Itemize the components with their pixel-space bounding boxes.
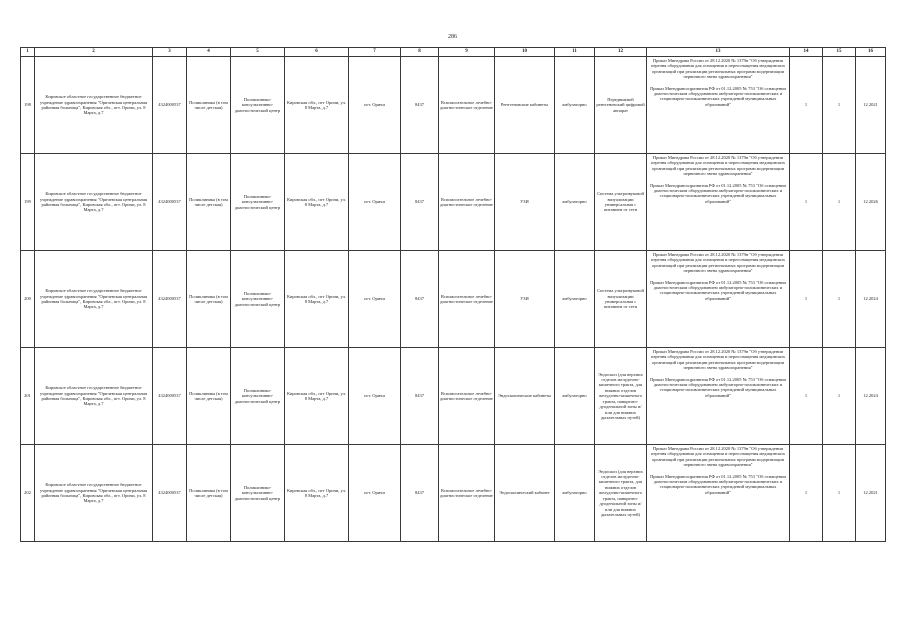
equipment-table [20,47,886,542]
population-cell: 8437 [401,348,439,445]
unit-type-cell: Поликлиника (в том числе детская) [187,348,231,445]
column-number: 1 [21,48,35,57]
population-cell: 8437 [401,57,439,154]
regulation-cell [647,445,790,542]
regulation-text-2: Приказ Минздравсоцразвития РФ от 01.12.2005 № 753 "Об оснащении диагностическим оборудованием амбулаторно-поликлинических и стационарно-поликлинических учреждений муниципальных образований" [650,85,786,107]
subdivision-cell: Поликлинико-консультативно-диагностический центр [231,57,285,154]
subdivision-cell: Поликлинико-консультативно-диагностический центр [231,154,285,251]
locality-cell: пгт. Оричи [349,57,401,154]
locality-cell: пгт. Оричи [349,251,401,348]
date-cell: 12.2021 [856,57,886,154]
inn-cell: 4324000537 [153,57,187,154]
subdivision-cell: Поликлинико-консультативно-диагностический центр [231,251,285,348]
regulation-text-2: Приказ Минздравсоцразвития РФ от 01.12.2005 № 753 "Об оснащении диагностическим оборудованием амбулаторно-поликлинических и стационарно-поликлинических учреждений муниципальных образований" [650,473,786,495]
department-cell: Вспомогательное лечебно-диагностическое отделение [439,445,495,542]
inn-cell: 4324000537 [153,251,187,348]
date-cell: 12.2024 [856,348,886,445]
column-number: 4 [187,48,231,57]
regulation-text-2: Приказ Минздравсоцразвития РФ от 01.12.2005 № 753 "Об оснащении диагностическим оборудованием амбулаторно-поликлинических и стационарно-поликлинических учреждений муниципальных образований" [650,376,786,398]
table-row [21,348,886,445]
subdivision-cell: Поликлинико-консультативно-диагностический центр [231,348,285,445]
cabinet-cell: Эндоскопические кабинеты [495,348,555,445]
equipment-cell: Эндоскоп (для верхних отделов желудочно-кишечного тракта, для нижних отделов желудочно-кишечного тракта, панкреато-дуоденальной зоны и/или для нижних дыхательных путей) [595,348,647,445]
regulation-text-2: Приказ Минздравсоцразвития РФ от 01.12.2005 № 753 "Об оснащении диагностическим оборудованием амбулаторно-поликлинических и стационарно-поликлинических учреждений муниципальных образований" [650,182,786,204]
row-number: 199 [21,154,35,251]
care-form-cell: амбулаторно [555,57,595,154]
column-number: 13 [647,48,790,57]
table-row [21,154,886,251]
address-cell: Кировская обл., пгт Оричи, ул. 8 Марта, д.7 [285,251,349,348]
care-form-cell: амбулаторно [555,251,595,348]
quantity-cell: 1 [823,251,856,348]
quantity-cell: 1 [823,57,856,154]
regulation-cell [647,251,790,348]
quantity-cell: 1 [790,348,823,445]
organization-cell: Кировское областное государственное бюджетное учреждение здравоохранения "Оричевская центральная районная больница", Кировская обл., пгт. Оричи, ул. 8 Марта, д.7 [35,348,153,445]
column-number: 9 [439,48,495,57]
column-number: 2 [35,48,153,57]
population-cell: 8437 [401,251,439,348]
department-cell: Вспомогательное лечебно-диагностическое отделение [439,154,495,251]
organization-cell: Кировское областное государственное бюджетное учреждение здравоохранения "Оричевская центральная районная больница", Кировская обл., пгт. Оричи, ул. 8 Марта, д.7 [35,445,153,542]
column-number: 7 [349,48,401,57]
quantity-cell: 1 [823,154,856,251]
header-row [21,48,886,57]
regulation-text-1: Приказ Минздрава России от 28.12.2020 № 1379н "Об утверждении перечня оборудования для оснащения и переоснащения медицинских организаций при реализации региональных программ модернизации первичного звена здравоохранения" [651,446,785,468]
care-form-cell: амбулаторно [555,445,595,542]
quantity-cell: 1 [790,445,823,542]
unit-type-cell: Поликлиника (в том числе детская) [187,154,231,251]
quantity-cell: 1 [823,348,856,445]
column-number: 3 [153,48,187,57]
regulation-cell [647,57,790,154]
column-number: 5 [231,48,285,57]
date-cell: 12.2026 [856,154,886,251]
column-number: 11 [555,48,595,57]
regulation-text-1: Приказ Минздрава России от 28.12.2020 № 1379н "Об утверждении перечня оборудования для оснащения и переоснащения медицинских организаций при реализации региональных программ модернизации первичного звена здравоохранения" [651,349,785,371]
equipment-cell: Система ультразвуковой визуализации универсальная с питанием от сети [595,154,647,251]
unit-type-cell: Поликлиника (в том числе детская) [187,57,231,154]
address-cell: Кировская обл., пгт Оричи, ул. 8 Марта, д.7 [285,154,349,251]
cabinet-cell: Рентгеновские кабинеты [495,57,555,154]
equipment-cell: Передвижной рентгеновский цифровой аппарат [595,57,647,154]
population-cell: 8437 [401,445,439,542]
column-number: 10 [495,48,555,57]
department-cell: Вспомогательное лечебно-диагностическое отделение [439,348,495,445]
row-number: 201 [21,348,35,445]
cabinet-cell: УЗИ [495,154,555,251]
locality-cell: пгт. Оричи [349,348,401,445]
unit-type-cell: Поликлиника (в том числе детская) [187,251,231,348]
column-number: 16 [856,48,886,57]
organization-cell: Кировское областное государственное бюджетное учреждение здравоохранения "Оричевская центральная районная больница", Кировская обл., пгт. Оричи, ул. 8 Марта, д.7 [35,57,153,154]
regulation-cell [647,154,790,251]
quantity-cell: 1 [790,57,823,154]
regulation-text-1: Приказ Минздрава России от 28.12.2020 № 1379н "Об утверждении перечня оборудования для оснащения и переоснащения медицинских организаций при реализации региональных программ модернизации первичного звена здравоохранения" [651,155,785,177]
column-number: 6 [285,48,349,57]
locality-cell: пгт. Оричи [349,154,401,251]
unit-type-cell: Поликлиника (в том числе детская) [187,445,231,542]
regulation-text-1: Приказ Минздрава России от 28.12.2020 № 1379н "Об утверждении перечня оборудования для оснащения и переоснащения медицинских организаций при реализации региональных программ модернизации первичного звена здравоохранения" [651,58,785,80]
column-number: 12 [595,48,647,57]
cabinet-cell: УЗИ [495,251,555,348]
equipment-cell: Система ультразвуковой визуализации универсальная с питанием от сети [595,251,647,348]
subdivision-cell: Поликлинико-консультативно-диагностический центр [231,445,285,542]
inn-cell: 4324000537 [153,348,187,445]
locality-cell: пгт. Оричи [349,445,401,542]
address-cell: Кировская обл., пгт Оричи, ул. 8 Марта, д.7 [285,348,349,445]
date-cell: 12.2024 [856,251,886,348]
department-cell: Вспомогательное лечебно-диагностическое отделение [439,251,495,348]
organization-cell: Кировское областное государственное бюджетное учреждение здравоохранения "Оричевская центральная районная больница", Кировская обл., пгт. Оричи, ул. 8 Марта, д.7 [35,154,153,251]
page-number: 286 [448,34,457,40]
row-number: 198 [21,57,35,154]
address-cell: Кировская обл., пгт Оричи, ул. 8 Марта, д.7 [285,57,349,154]
department-cell: Вспомогательное лечебно-диагностическое отделение [439,57,495,154]
quantity-cell: 1 [790,154,823,251]
inn-cell: 4324000537 [153,445,187,542]
quantity-cell: 1 [823,445,856,542]
population-cell: 8437 [401,154,439,251]
quantity-cell: 1 [790,251,823,348]
inn-cell: 4324000537 [153,154,187,251]
care-form-cell: амбулаторно [555,154,595,251]
cabinet-cell: Эндоскопический кабинет [495,445,555,542]
organization-cell: Кировское областное государственное бюджетное учреждение здравоохранения "Оричевская центральная районная больница", Кировская обл., пгт. Оричи, ул. 8 Марта, д.7 [35,251,153,348]
table-row [21,251,886,348]
column-number: 14 [790,48,823,57]
row-number: 200 [21,251,35,348]
date-cell: 12.2021 [856,445,886,542]
care-form-cell: амбулаторно [555,348,595,445]
column-number: 15 [823,48,856,57]
row-number: 202 [21,445,35,542]
column-number: 8 [401,48,439,57]
table-row [21,57,886,154]
equipment-cell: Эндоскоп (для верхних отделов желудочно-кишечного тракта, для нижних отделов желудочно-кишечного тракта, панкреато-дуоденальной зоны и/или для нижних дыхательных путей) [595,445,647,542]
address-cell: Кировская обл., пгт Оричи, ул. 8 Марта, д.7 [285,445,349,542]
regulation-text-1: Приказ Минздрава России от 28.12.2020 № 1379н "Об утверждении перечня оборудования для оснащения и переоснащения медицинских организаций при реализации региональных программ модернизации первичного звена здравоохранения" [651,252,785,274]
regulation-cell [647,348,790,445]
table-row [21,445,886,542]
regulation-text-2: Приказ Минздравсоцразвития РФ от 01.12.2005 № 753 "Об оснащении диагностическим оборудованием амбулаторно-поликлинических и стационарно-поликлинических учреждений муниципальных образований" [650,279,786,301]
